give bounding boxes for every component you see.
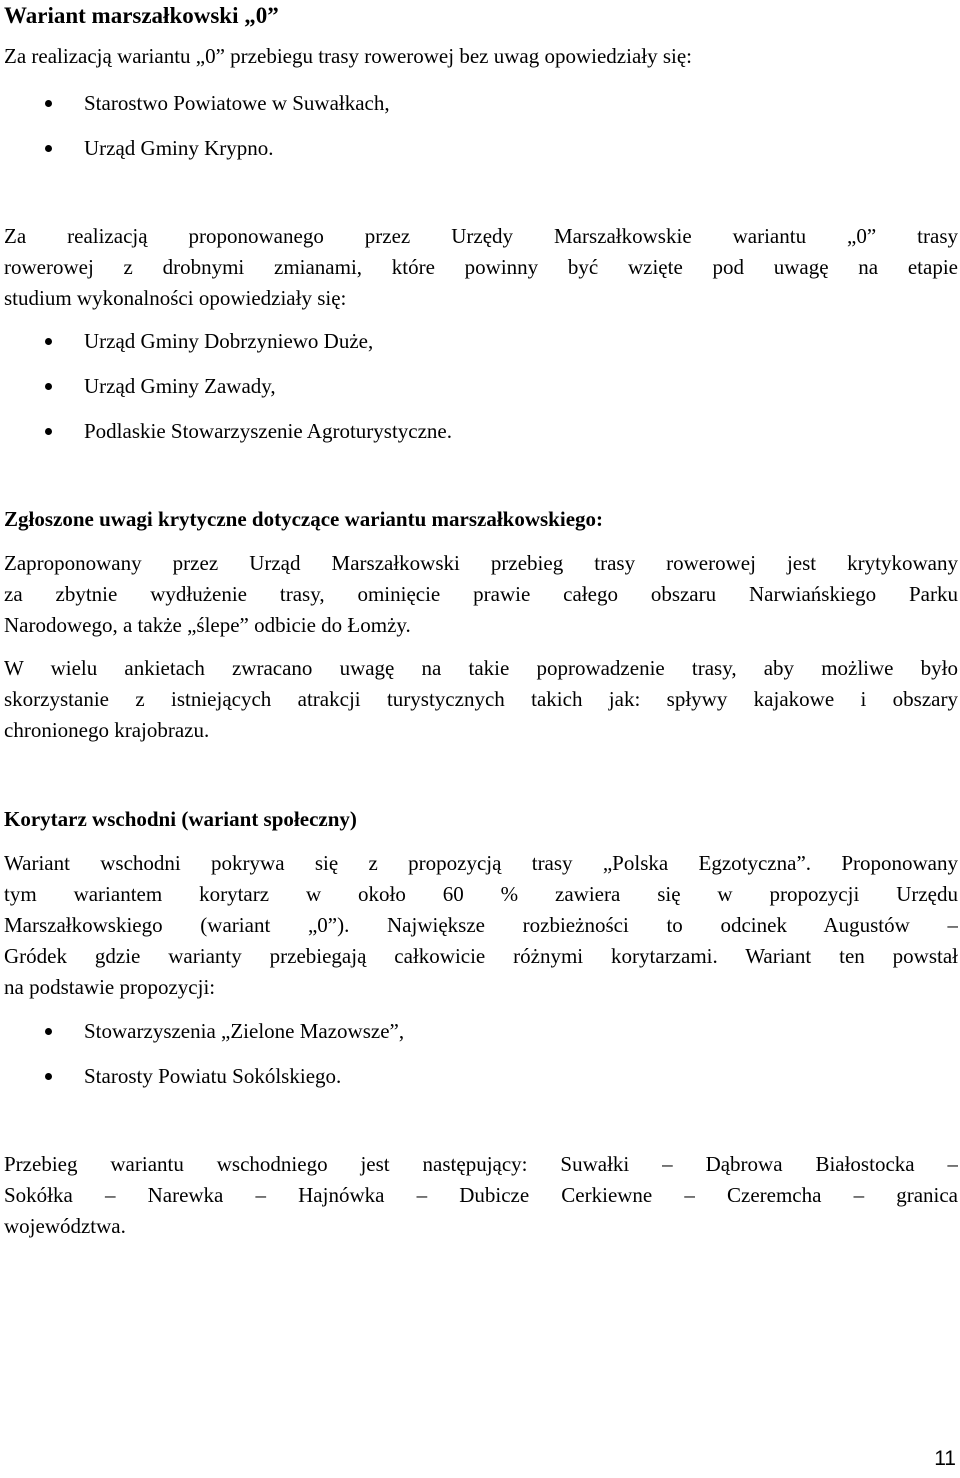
bullet-dot-icon	[45, 1028, 52, 1035]
paragraph-line: Narodowego, a także „ślepe” odbicie do Łomży.	[4, 613, 411, 637]
paragraph-line: Wariant wschodni pokrywa się z propozycją trasy „Polska Egzotyczna”. Proponowany	[4, 851, 958, 875]
section-title-korytarz-wschodni: Korytarz wschodni (wariant społeczny)	[4, 807, 357, 831]
bullet-list	[4, 1016, 404, 1092]
paragraph-line: studium wykonalności opowiedziały się:	[4, 286, 347, 310]
paragraph-line: tym wariantem korytarz w około 60 % zawiera się w propozycji Urzędu	[4, 882, 958, 906]
paragraph-line: województwa.	[4, 1214, 126, 1238]
list-item: Stowarzyszenia „Zielone Mazowsze”,	[4, 1016, 404, 1047]
paragraph-line: na podstawie propozycji:	[4, 975, 216, 999]
section-title-uwagi-krytyczne: Zgłoszone uwagi krytyczne dotyczące wariantu marszałkowskiego:	[4, 507, 604, 531]
paragraph-line: za zbytnie wydłużenie trasy, ominięcie prawie całego obszaru Narwiańskiego Parku	[4, 582, 958, 606]
paragraph-line: Sokółka – Narewka – Hajnówka – Dubicze Cerkiewne – Czeremcha – granica	[4, 1183, 958, 1207]
list-item: Urząd Gminy Krypno.	[4, 133, 390, 164]
bullet-list	[4, 326, 452, 447]
paragraph-line: Marszałkowskiego (wariant „0”). Największe rozbieżności to odcinek Augustów –	[4, 913, 958, 937]
page-number: 11	[934, 1447, 956, 1470]
list-item: Podlaskie Stowarzyszenie Agroturystyczne.	[4, 416, 452, 447]
paragraph-line: skorzystanie z istniejących atrakcji turystycznych takich jak: spływy kajakowe i obszary	[4, 687, 958, 711]
paragraph-line: W wielu ankietach zwracano uwagę na takie poprowadzenie trasy, aby możliwe było	[4, 656, 958, 680]
paragraph-line: Za realizacją wariantu „0” przebiegu trasy rowerowej bez uwag opowiedziały się:	[4, 44, 693, 68]
bullet-dot-icon	[45, 100, 52, 107]
list-item: Urząd Gminy Dobrzyniewo Duże,	[4, 326, 452, 357]
bullet-dot-icon	[45, 1073, 52, 1080]
section-title-wariant-marszalkowski: Wariant marszałkowski „0”	[4, 3, 279, 28]
list-item: Starosty Powiatu Sokólskiego.	[4, 1061, 404, 1092]
paragraph-line: Gródek gdzie warianty przebiegają całkowicie różnymi korytarzami. Wariant ten powstał	[4, 944, 958, 968]
paragraph-line: Przebieg wariantu wschodniego jest następujący: Suwałki – Dąbrowa Białostocka –	[4, 1152, 958, 1176]
bullet-list	[4, 88, 390, 164]
bullet-dot-icon	[45, 428, 52, 435]
bullet-dot-icon	[45, 383, 52, 390]
paragraph-line: chronionego krajobrazu.	[4, 718, 210, 742]
paragraph-line: Zaproponowany przez Urząd Marszałkowski przebieg trasy rowerowej jest krytykowany	[4, 551, 958, 575]
paragraph-line: rowerowej z drobnymi zmianami, które powinny być wzięte pod uwagę na etapie	[4, 255, 958, 279]
list-item: Urząd Gminy Zawady,	[4, 371, 452, 402]
bullet-dot-icon	[45, 338, 52, 345]
paragraph-line: Za realizacją proponowanego przez Urzędy Marszałkowskie wariantu „0” trasy	[4, 224, 958, 248]
bullet-dot-icon	[45, 145, 52, 152]
list-item: Starostwo Powiatowe w Suwałkach,	[4, 88, 390, 119]
